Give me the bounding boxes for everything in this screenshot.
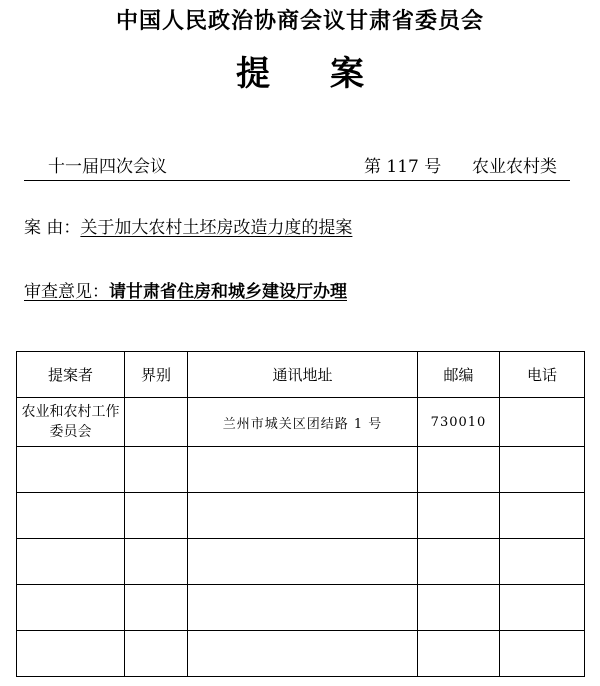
document-title: 提案	[236, 54, 424, 94]
phone-cell	[500, 493, 585, 539]
table-row	[17, 631, 585, 677]
phone-cell	[500, 398, 585, 447]
proposer-cell	[17, 539, 125, 585]
column-header-zip: 邮编	[418, 352, 500, 398]
sector-cell	[125, 631, 188, 677]
sector-cell	[125, 447, 188, 493]
reason-label: 案 由：	[24, 218, 81, 238]
proposal-category: 农业农村类	[472, 157, 557, 177]
address-cell	[188, 631, 418, 677]
address-cell: 兰州市城关区团结路 1 号	[188, 398, 418, 447]
proposer-cell	[17, 631, 125, 677]
organization-title: 中国人民政治协商会议甘肃省委员会	[115, 8, 484, 34]
phone-cell	[500, 447, 585, 493]
address-cell	[188, 493, 418, 539]
table-row	[17, 447, 585, 493]
table-row	[17, 585, 585, 631]
sector-cell	[125, 585, 188, 631]
zip-cell	[418, 539, 500, 585]
table-row	[17, 539, 585, 585]
sector-cell	[125, 493, 188, 539]
zip-cell: 730010	[418, 398, 500, 447]
table-header-row	[17, 352, 585, 398]
zip-cell	[418, 631, 500, 677]
review-label: 审查意见：	[24, 282, 109, 302]
sector-cell	[125, 539, 188, 585]
proposer-cell	[17, 493, 125, 539]
meta-row	[24, 152, 570, 181]
review-line	[24, 277, 347, 302]
column-header-address: 通讯地址	[188, 352, 418, 398]
proposer-name: 农业和农村工作委员会	[21, 404, 120, 440]
phone-cell	[500, 585, 585, 631]
phone-cell	[500, 539, 585, 585]
proposer-cell	[17, 447, 125, 493]
proposer-cell	[17, 398, 125, 447]
table-row	[17, 493, 585, 539]
zip-cell	[418, 493, 500, 539]
address-cell	[188, 447, 418, 493]
session-label: 十一届四次会议	[48, 157, 167, 177]
proposal-number: 第 117 号	[364, 157, 442, 177]
column-header-proposer: 提案者	[17, 352, 125, 398]
reason-text: 关于加大农村土坯房改造力度的提案	[80, 218, 353, 238]
column-header-phone: 电话	[500, 352, 585, 398]
address-cell	[188, 539, 418, 585]
column-header-sector: 界别	[125, 352, 188, 398]
phone-cell	[500, 631, 585, 677]
proposer-table	[16, 351, 585, 677]
sector-cell	[125, 398, 188, 447]
table-row	[17, 398, 585, 447]
reason-line	[24, 213, 352, 238]
zip-cell	[418, 585, 500, 631]
review-text: 请甘肃省住房和城乡建设厅办理	[109, 282, 347, 302]
zip-cell	[418, 447, 500, 493]
address-cell	[188, 585, 418, 631]
proposer-cell	[17, 585, 125, 631]
